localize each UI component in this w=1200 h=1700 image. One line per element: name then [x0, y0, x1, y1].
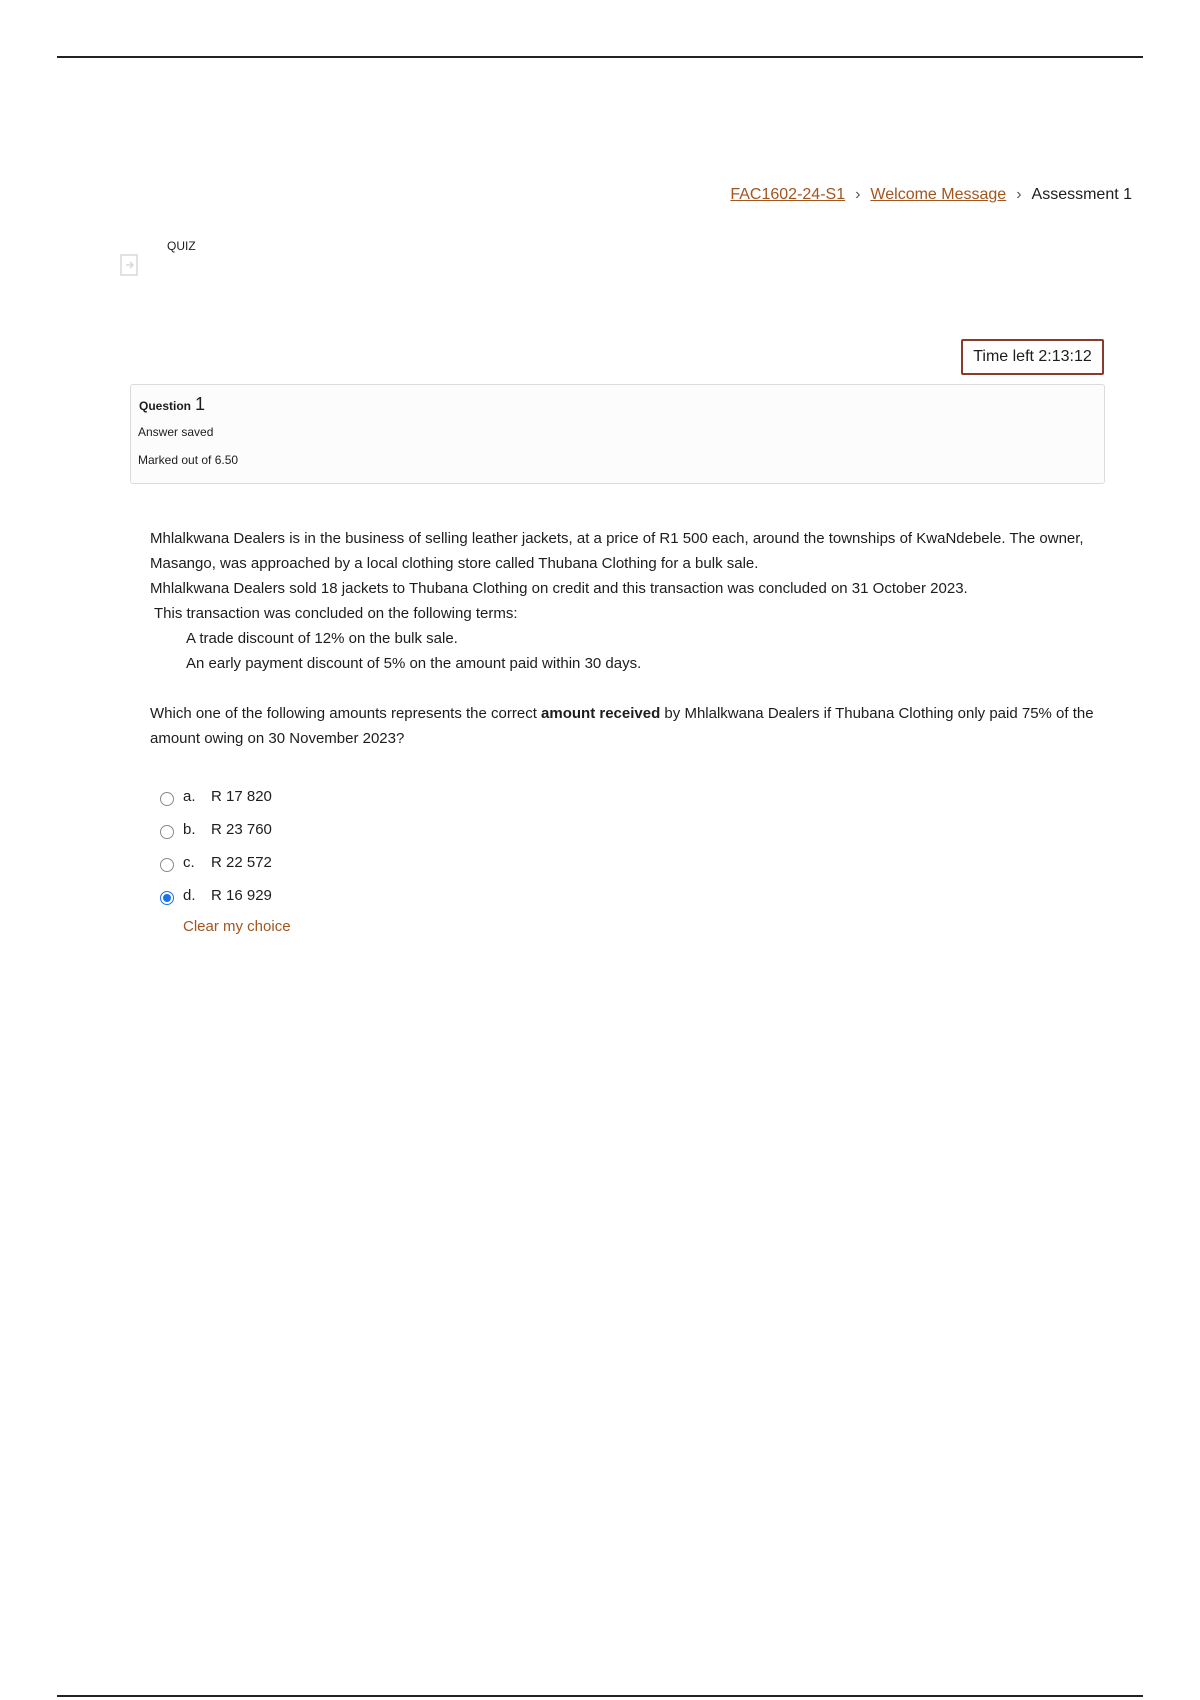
answer-option-b[interactable] [160, 813, 272, 846]
question-prompt: Which one of the following amounts represents the correct amount received by Mhlalkwana Dealers if Thubana Clothing only paid 75% of the amount owing on 30 November 2023? [150, 705, 1094, 747]
option-value: R 23 760 [211, 821, 272, 838]
marks-label: Marked out of 6.50 [138, 453, 239, 467]
answer-options [160, 780, 272, 912]
option-letter: c. [183, 854, 195, 871]
question-prompt-emphasis: amount received [541, 705, 661, 722]
option-letter: a. [183, 788, 196, 805]
question-paragraph: Mhlalkwana Dealers sold 18 jackets to Thubana Clothing on credit and this transaction was concluded on 31 October 2023. [150, 580, 968, 597]
breadcrumb [730, 186, 1132, 204]
question-info-box [130, 384, 1105, 484]
option-value: R 17 820 [211, 788, 272, 805]
question-paragraph: Mhlalkwana Dealers is in the business of selling leather jackets, at a price of R1 500 each, around the townships of KwaNdebele. The owner, Masango, was approached by a local clothing store called Thubana Clothing for a bulk sale. [150, 530, 1084, 572]
terms-intro: This transaction was concluded on the following terms: [154, 605, 518, 622]
radio-button-b[interactable] [160, 825, 174, 839]
radio-button-c[interactable] [160, 858, 174, 872]
time-left-timer: Time left 2:13:12 [961, 339, 1104, 375]
answer-status: Answer saved [138, 425, 214, 439]
page-bottom-rule [57, 1695, 1143, 1697]
answer-option-d[interactable] [160, 879, 272, 912]
clear-my-choice-link[interactable]: Clear my choice [183, 918, 291, 935]
option-value: R 22 572 [211, 854, 272, 871]
radio-button-a[interactable] [160, 792, 174, 806]
page-top-rule [57, 56, 1143, 58]
breadcrumb-welcome-link[interactable]: Welcome Message [870, 186, 1007, 203]
term-item: An early payment discount of 5% on the amount paid within 30 days. [186, 655, 642, 672]
question-text [150, 526, 1100, 751]
quiz-label: QUIZ [167, 239, 196, 253]
question-number: 1 [195, 394, 206, 414]
option-letter: b. [183, 821, 196, 838]
quiz-icon [120, 253, 140, 277]
breadcrumb-course-link[interactable]: FAC1602-24-S1 [730, 186, 846, 203]
answer-option-c[interactable] [160, 846, 272, 879]
option-value: R 16 929 [211, 887, 272, 904]
answer-option-a[interactable] [160, 780, 272, 813]
breadcrumb-current: Assessment 1 [1031, 186, 1132, 203]
term-item: A trade discount of 12% on the bulk sale. [186, 630, 458, 647]
chevron-right-icon: › [855, 186, 861, 203]
option-letter: d. [183, 887, 196, 904]
chevron-right-icon: › [1016, 186, 1022, 203]
radio-button-d[interactable] [160, 891, 174, 905]
question-number-label: Question 1 [139, 394, 206, 414]
